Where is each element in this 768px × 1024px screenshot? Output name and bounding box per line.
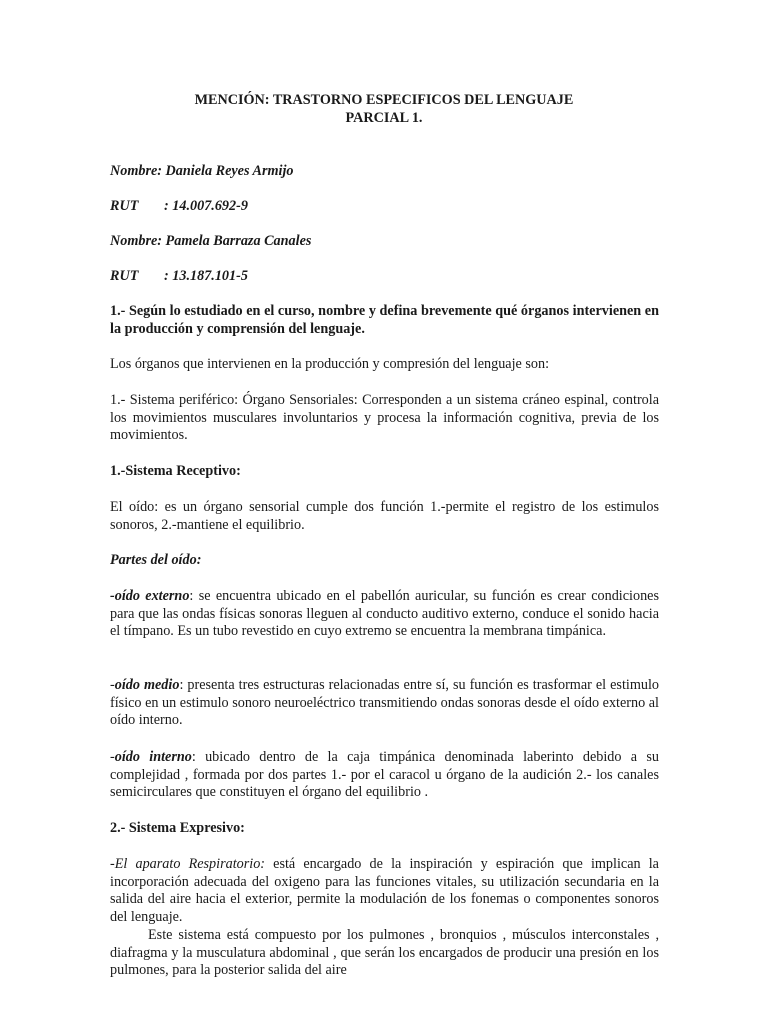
rut-label: RUT: [110, 268, 139, 284]
ear-paragraph: El oído: es un órgano sensorial cumple dos función 1.-permite el registro de los estimulos sonoros, 2.-mantiene el equilibrio.: [110, 499, 659, 533]
middle-ear-prefix: -: [110, 677, 115, 693]
respiratory-composition-paragraph: [110, 927, 659, 980]
peripheral-system-paragraph: 1.- Sistema periférico: Órgano Sensoriales: Corresponden a un sistema cráneo espinal, controla los movimientos musculares involuntarios y procesa la información cognitiva, previa de los movimientos.: [110, 392, 659, 444]
outer-ear-term: -oído externo: [110, 588, 190, 604]
student-rut-2: [110, 268, 659, 286]
respiratory-prefix: -: [110, 856, 115, 872]
inner-ear-paragraph: [110, 749, 659, 802]
outer-ear-paragraph: [110, 588, 659, 641]
rut-value: : 13.187.101-5: [164, 268, 248, 284]
middle-ear-text: : presenta tres estructuras relacionadas entre sí, su función es trasformar el estimulo físico en un estimulo sonoro neuroeléctrico transmitiendo ondas sonoras desde el oído externo al oído interno.: [110, 677, 659, 729]
inner-ear-text: : ubicado dentro de la caja timpánica denominada laberinto debido a su complejidad , formada por dos partes 1.- por el caracol u órgano de la audición 2.- los canales semicirculares que constituyen el órgano del equilibrio .: [110, 749, 659, 801]
document-subtitle: PARCIAL 1.: [345, 110, 423, 126]
respiratory-paragraph: [110, 856, 659, 926]
student-rut-1: [110, 198, 659, 216]
ear-parts-heading: Partes del oído:: [110, 552, 202, 568]
inner-ear-term: oído interno: [114, 749, 192, 765]
respiratory-composition-text: Este sistema está compuesto por los pulmones , bronquios , músculos interconstales , diafragma y la musculatura abdominal , que serán los encargados de producir una presión en los pulmones, para la posterior salida del aire: [110, 927, 659, 979]
document-title: MENCIÓN: TRASTORNO ESPECIFICOS DEL LENGUAJE: [194, 92, 574, 108]
rut-label: RUT: [110, 198, 139, 214]
outer-ear-text: : se encuentra ubicado en el pabellón auricular, su función es crear condiciones para que las ondas físicas sonoras lleguen al conducto auditivo externo, conduce el sonido hacia el tímpano. Es un tubo revestido en cuyo extremo se encuentra la membrana timpánica.: [110, 588, 659, 640]
student-name-1: Nombre: Daniela Reyes Armijo: [110, 163, 294, 179]
middle-ear-paragraph: [110, 677, 659, 730]
respiratory-term: El aparato Respiratorio:: [114, 856, 266, 872]
receptive-system-heading: 1.-Sistema Receptivo:: [110, 463, 241, 479]
middle-ear-term: oído medio: [114, 677, 180, 693]
inner-ear-prefix: -: [110, 749, 115, 765]
respiratory-text: está encargado de la inspiración y espiración que implican la incorporación adecuada del oxigeno para las funciones vitales, su utilización secundaria en la salida del aire hacia el exterior, permite la modulación de los fonemas o componentes sonoros del lenguaje.: [110, 856, 659, 925]
expressive-system-heading: 2.- Sistema Expresivo:: [110, 820, 245, 836]
rut-value: : 14.007.692-9: [164, 198, 248, 214]
question-heading: 1.- Según lo estudiado en el curso, nombre y defina brevemente qué órganos intervienen en la producción y comprensión del lenguaje.: [110, 303, 659, 337]
intro-paragraph: Los órganos que intervienen en la producción y compresión del lenguaje son:: [110, 356, 550, 372]
student-name-2: Nombre: Pamela Barraza Canales: [110, 233, 312, 249]
